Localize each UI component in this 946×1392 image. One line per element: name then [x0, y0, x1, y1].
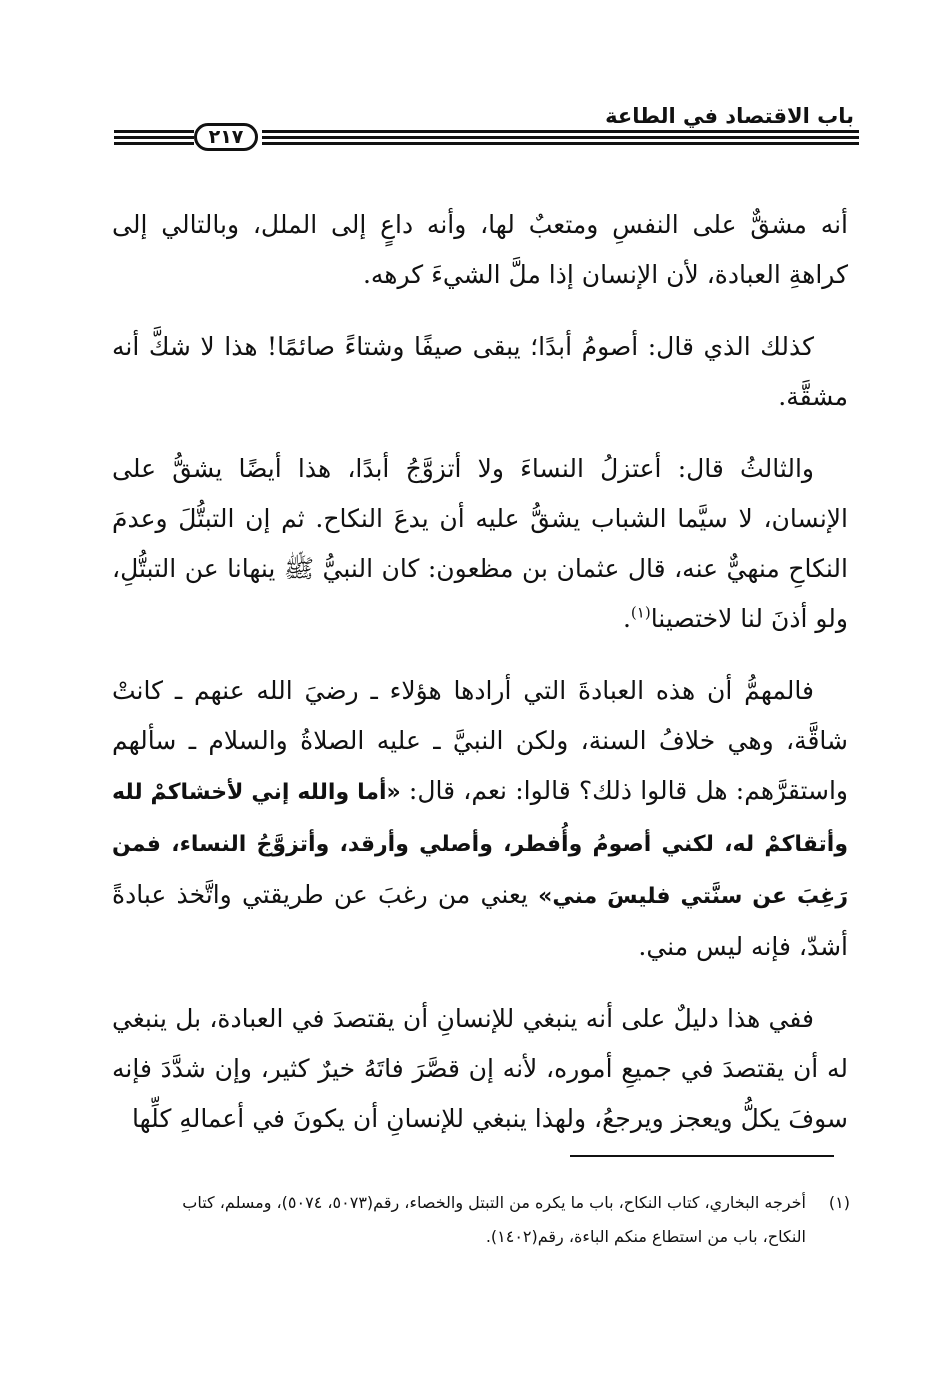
paragraph: ففي هذا دليلٌ على أنه ينبغي للإنسانِ أن يقتصدَ في العبادة، بل ينبغي له أن يقتصدَ في جميعِ أموره، لأنه إن قصَّرَ فاتَهُ خيرٌ كثير، وإن شدَّدَ فإنه سوفَ يكلُّ ويعجز ويرجعُ، ولهذا ينبغي للإنسانِ أن يكونَ في أعمالهِ كلِّها [112, 1004, 848, 1133]
footnote-number: (١) [828, 1193, 850, 1212]
main-text [112, 200, 848, 1166]
paragraph-end: . [622, 604, 631, 633]
rule-line [114, 142, 194, 145]
paragraph: كذلك الذي قال: أصومُ أبدًا؛ يبقى صيفًا وشتاءً صائمًا! هذا لا شكَّ أنه مشقَّة. [112, 332, 848, 411]
rule-line [262, 130, 859, 133]
header-rule [114, 123, 859, 151]
paragraph-text: والثالثُ قال: أعتزلُ النساءَ ولا أتزوَّجُ أبدًا، هذا أيضًا يشقُّ على الإنسان، لا سيَّما الشباب يشقُّ عليه أن يدعَ النكاح. ثم إن التبتُّلَ وعدمَ النكاحِ منهيٌّ عنه، قال عثمان بن مظعون: كان النبيُّ ﷺ ينهانا عن التبتُّلِ، ولو أذنَ لنا لاختصينا [112, 454, 848, 633]
rule-line [262, 142, 859, 145]
rule-line [114, 136, 194, 139]
footnote-item [150, 1186, 850, 1254]
running-title: باب الاقتصاد في الطاعة [605, 104, 854, 128]
page-number: ٢١٧ [194, 123, 258, 151]
paragraph-text: يعني من رغبَ عن طريقتي واتَّخذ عبادةً أشدّ، فإنه ليس مني. [112, 880, 848, 961]
rule-line [114, 130, 194, 133]
footnote-separator [570, 1155, 834, 1157]
paragraph-text: فالمهمُّ أن هذه العبادةَ التي أرادها هؤلاء ـ رضيَ الله عنهم ـ كانتْ شاقَّة، وهي خلافُ السنة، ولكن النبيَّ ـ عليه الصلاةُ والسلام ـ سألهم واستقرَّهم: هل قالوا ذلك؟ قالوا: نعم، قال: [112, 676, 848, 805]
rule-line [262, 136, 859, 139]
paragraph [112, 666, 848, 972]
footnote-text: أخرجه البخاري، كتاب النكاح، باب ما يكره من التبتل والخصاء، رقم(٥٠٧٣، ٥٠٧٤)، ومسلم، كتاب النكاح، باب من استطاع منكم الباءة، رقم(١٤٠٢). [182, 1193, 806, 1246]
paragraph: أنه مشقٌّ على النفسِ ومتعبٌ لها، وأنه داعٍ إلى الملل، وبالتالي إلى كراهةِ العبادة، لأن الإنسان إذا ملَّ الشيءَ كرهه. [112, 210, 848, 289]
paragraph [112, 444, 848, 644]
footnote-reference[interactable]: (١) [630, 603, 651, 622]
hadith-quote: «أما والله إني لأخشاكمْ لله وأتقاكمْ له، لكني أصومُ وأُفطر، وأصلي وأرقد، وأتزوَّجُ النساء، فمن رَغِبَ عن سنَّتي فليسَ مني» [112, 780, 848, 909]
footnotes [150, 1186, 850, 1254]
